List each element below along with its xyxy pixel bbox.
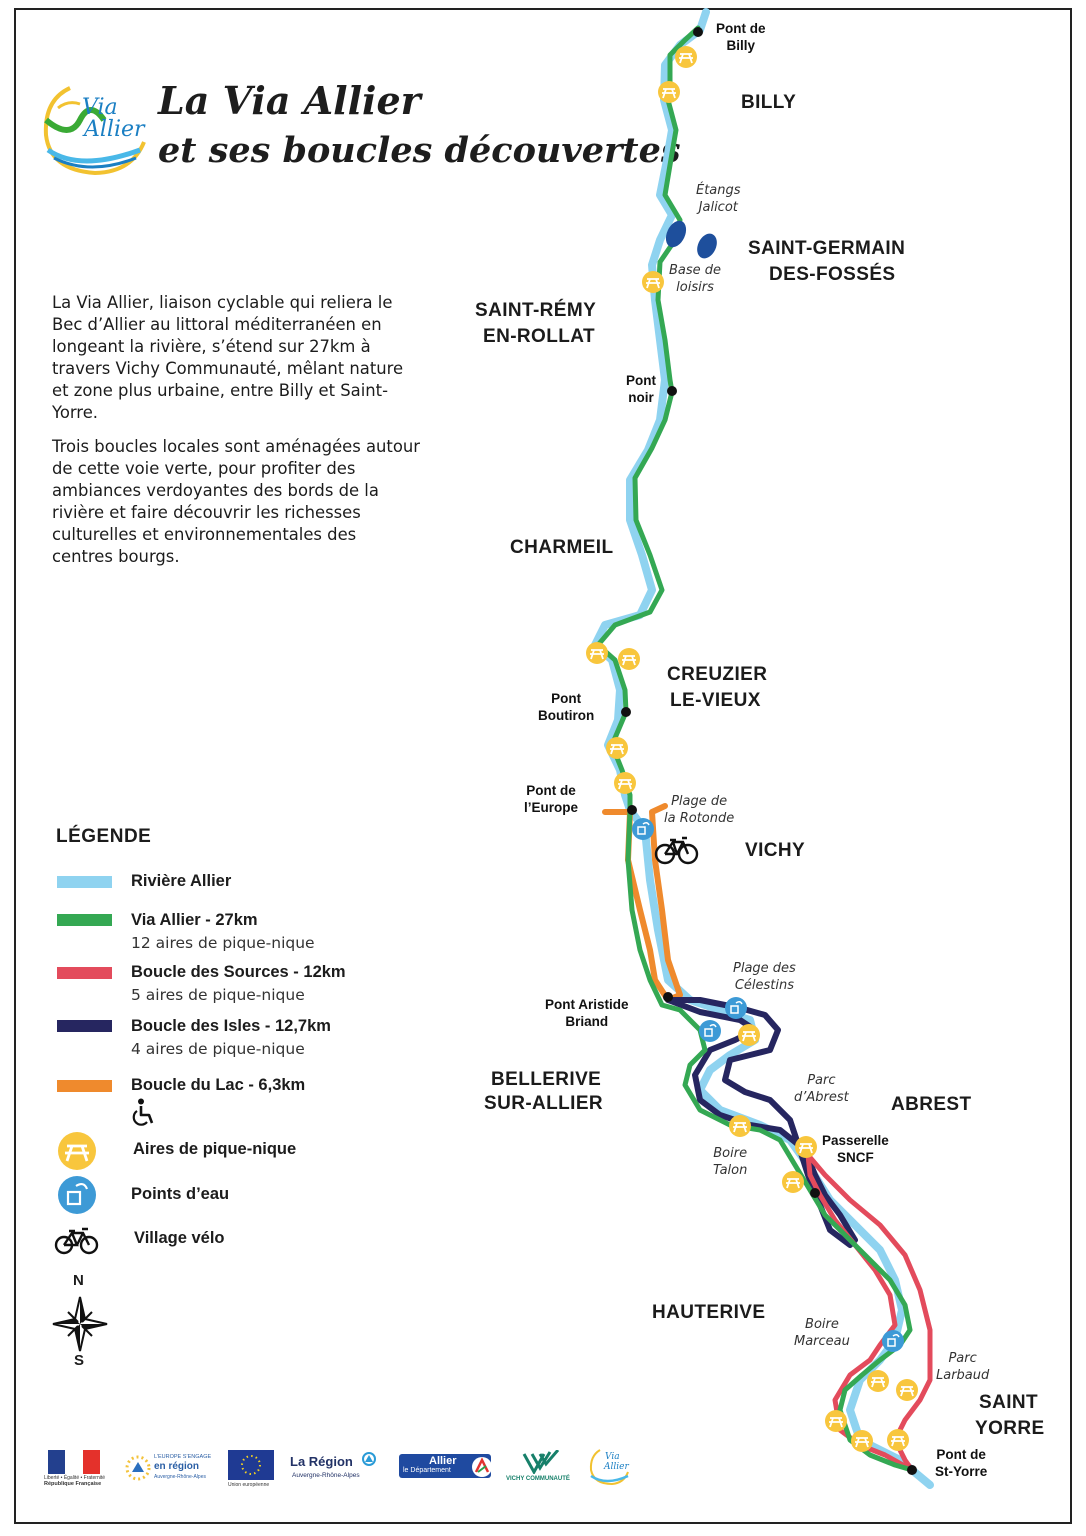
wheelchair-icon	[131, 1098, 157, 1126]
town-saint-remy-line2: EN-ROLLAT	[483, 326, 595, 347]
legend-swatch-river	[57, 876, 112, 888]
legend-isles: Boucle des Isles - 12,7km	[131, 1017, 331, 1035]
label-base-loisirs: Base de loisirs	[669, 263, 722, 295]
picnic-icon	[896, 1379, 918, 1401]
label-boire-talon: Boire Talon	[713, 1146, 748, 1178]
legend-swatch-via	[57, 914, 112, 926]
town-saint-germain-line2: DES-FOSSÉS	[769, 264, 896, 285]
intro-paragraph-2: Trois boucles locales sont aménagées autour de cette voie verte, pour profiter des ambiances verdoyantes des bords de la rivière et faire découvrir les richesses culturelles et environnementales des centres bourgs.	[52, 437, 421, 566]
legend-title: LÉGENDE	[56, 826, 152, 847]
water-point-icon	[725, 997, 747, 1019]
legend-bike-icon	[54, 1226, 100, 1256]
picnic-icon	[586, 642, 608, 664]
label-etangs-jalicot: Étangs Jalicot	[696, 183, 741, 215]
page-title-line2: et ses boucles découvertes	[158, 130, 681, 171]
label-boire-marceau: Boire Marceau	[794, 1317, 850, 1349]
label-pont-styorre: Pont de St-Yorre	[935, 1447, 988, 1479]
picnic-icon	[795, 1136, 817, 1158]
picnic-icon	[675, 46, 697, 68]
picnic-icon	[738, 1024, 760, 1046]
legend-picnic-icon	[57, 1131, 97, 1171]
village-velo-map-icon	[656, 838, 697, 863]
town-vichy: VICHY	[745, 840, 806, 861]
picnic-icon	[729, 1115, 751, 1137]
town-hauterive: HAUTERIVE	[652, 1302, 766, 1323]
water-point-icon	[882, 1330, 904, 1352]
label-parc-larbaud: Parc Larbaud	[936, 1351, 990, 1383]
legend-via: Via Allier - 27km	[131, 911, 258, 929]
label-plage-celestins: Plage des Célestins	[733, 961, 796, 993]
logo-allier-departement: Allier le Département	[399, 1452, 497, 1480]
legend-swatch-isles	[57, 1020, 112, 1032]
label-pont-boutiron: Pont Boutiron	[538, 691, 595, 723]
legend-sources: Boucle des Sources - 12km	[131, 963, 346, 981]
logo-la-region: La Région Auvergne-Rhône-Alpes	[290, 1452, 386, 1486]
picnic-icon	[782, 1171, 804, 1193]
legend-river: Rivière Allier	[131, 872, 232, 890]
compass-rose-icon	[52, 1296, 108, 1352]
legend-isles-sub: 4 aires de pique-nique	[131, 1040, 305, 1058]
picnic-icon	[618, 648, 640, 670]
logo-via-allier-small: Via Allier	[588, 1446, 632, 1488]
water-point-icon	[632, 818, 654, 840]
town-bellerive-line2: SUR-ALLIER	[484, 1093, 604, 1114]
town-saint-germain-line1: SAINT-GERMAIN	[748, 238, 906, 259]
picnic-icon	[614, 772, 636, 794]
legend-village: Village vélo	[134, 1229, 225, 1247]
legend-water-icon	[57, 1175, 97, 1215]
town-billy: BILLY	[741, 92, 797, 113]
town-creuzier-line1: CREUZIER	[667, 664, 768, 685]
label-pont-billy: Pont de Billy	[716, 21, 766, 53]
compass-south-label: S	[74, 1352, 85, 1369]
legend-via-sub: 12 aires de pique-nique	[131, 934, 315, 952]
logo-allier-text: Allier	[84, 117, 145, 142]
compass-north-label: N	[73, 1272, 84, 1289]
water-point-icon	[699, 1020, 721, 1042]
legend-sources-sub: 5 aires de pique-nique	[131, 986, 305, 1004]
label-pont-aristide: Pont Aristide Briand	[545, 997, 629, 1029]
label-passerelle-sncf: Passerelle SNCF	[822, 1133, 889, 1165]
town-creuzier-line2: LE-VIEUX	[670, 690, 761, 711]
page-title-line1: La Via Allier	[158, 78, 421, 123]
picnic-icon	[642, 271, 664, 293]
intro-paragraph-1: La Via Allier, liaison cyclable qui reliera le Bec d’Allier au littoral méditerranéen en longeant la rivière, s’étend sur 27km à travers Vichy Communauté, mêlant nature et zone plus urbaine, entre Billy et Saint-Yorre.	[52, 293, 404, 422]
town-abrest: ABREST	[891, 1094, 972, 1115]
legend-picnic: Aires de pique-nique	[133, 1140, 297, 1158]
picnic-icon	[825, 1410, 847, 1432]
picnic-icon	[887, 1429, 909, 1451]
town-saint-yorre-line2: YORRE	[975, 1418, 1045, 1439]
logo-union-europeenne: Union européenne	[228, 1450, 276, 1488]
picnic-icon	[867, 1370, 889, 1392]
town-bellerive-line1: BELLERIVE	[491, 1069, 602, 1090]
town-charmeil: CHARMEIL	[510, 537, 614, 558]
legend-water: Points d’eau	[131, 1185, 230, 1203]
label-pont-noir: Pont noir	[626, 373, 656, 405]
logo-vichy-communaute: VICHY COMMUNAUTÉ	[506, 1450, 580, 1486]
label-parc-abrest: Parc d’Abrest	[794, 1073, 849, 1105]
legend-swatch-sources	[57, 967, 112, 979]
picnic-icon	[658, 81, 680, 103]
legend-swatch-lac	[57, 1080, 112, 1092]
label-plage-rotonde: Plage de la Rotonde	[664, 794, 735, 826]
logo-republique: Liberté • Égalité • Fraternité République Française	[44, 1450, 104, 1488]
picnic-icon	[606, 737, 628, 759]
picnic-icon	[851, 1430, 873, 1452]
town-saint-remy-line1: SAINT-RÉMY	[475, 300, 597, 321]
legend-lac: Boucle du Lac - 6,3km	[131, 1076, 306, 1094]
logo-europe-region: L’EUROPE S’ENGAGE en région Auvergne-Rhône-Alpes	[124, 1450, 210, 1486]
town-saint-yorre-line1: SAINT	[979, 1392, 1038, 1413]
logo-via-text: Via	[82, 95, 118, 120]
label-pont-europe: Pont de l’Europe	[524, 783, 579, 815]
